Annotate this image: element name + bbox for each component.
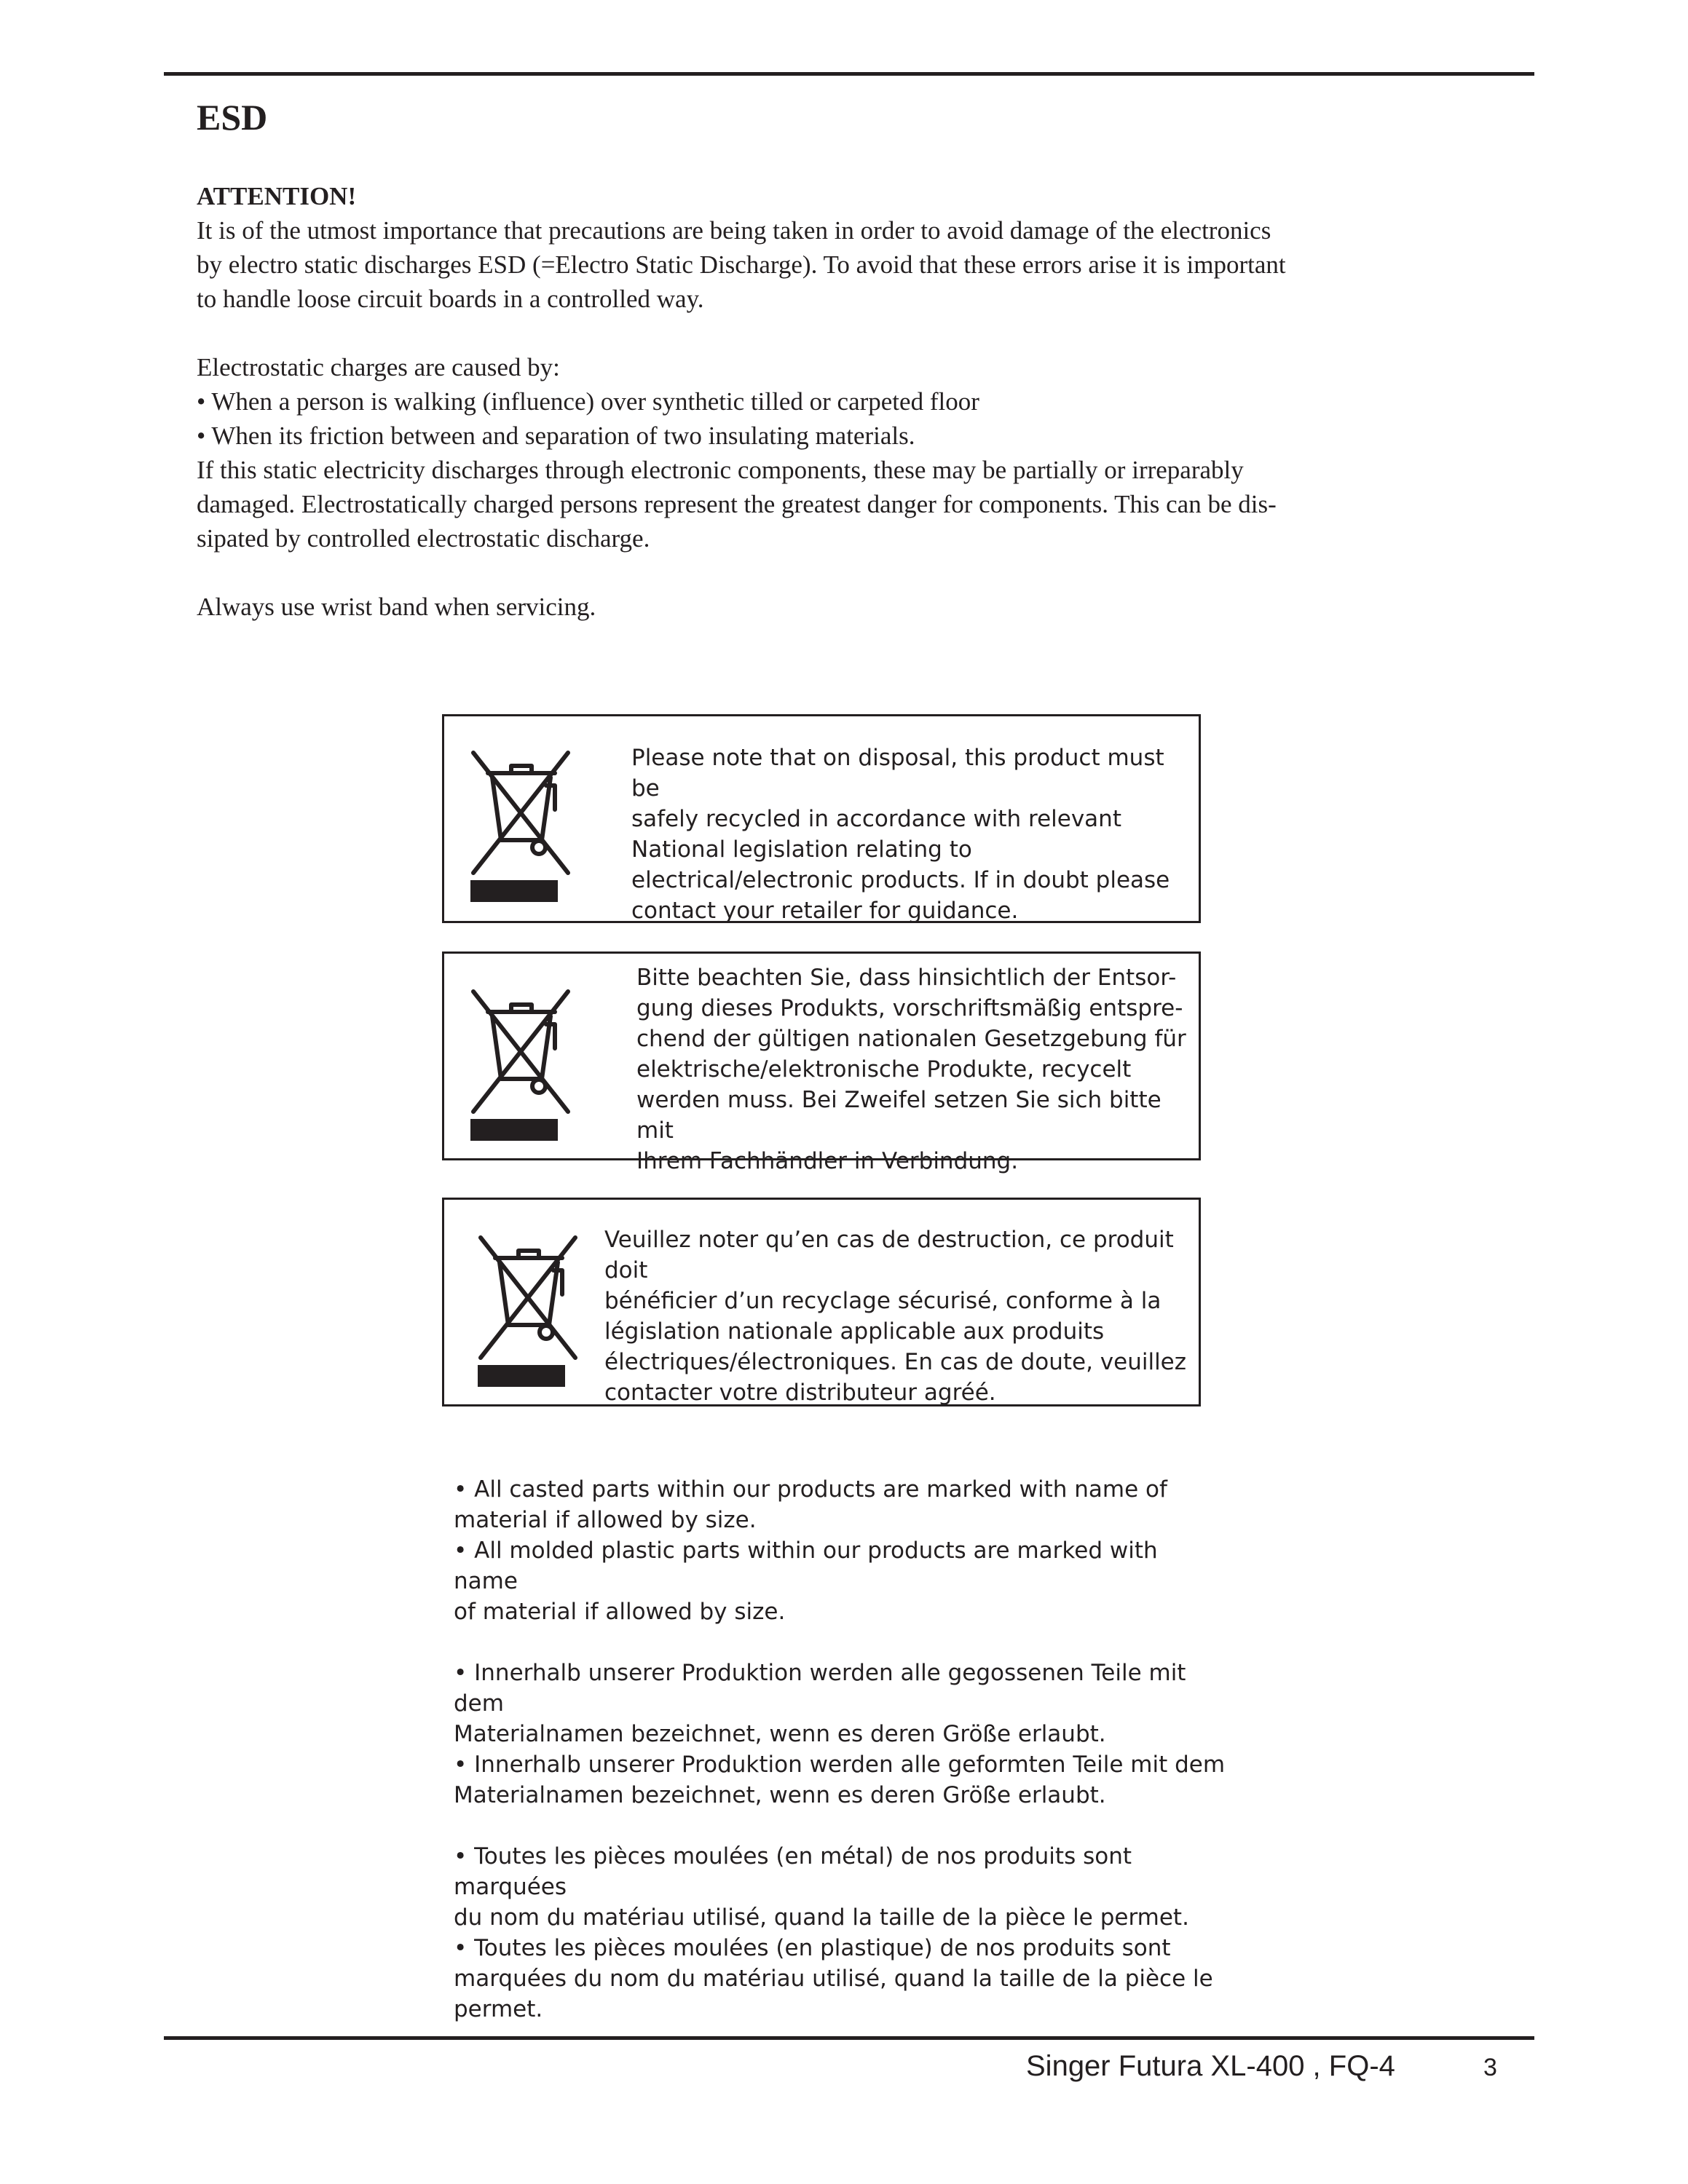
material-note-line: • All casted parts within our products are marked with name of xyxy=(454,1476,1167,1503)
material-marking-notes xyxy=(454,1474,1226,2025)
material-note-line: material if allowed by size. xyxy=(454,1507,757,1533)
causes-line: If this static electricity discharges through electronic components, these may be partially or irreparably xyxy=(197,456,1244,484)
notice-line: electrical/electronic products. If in doubt please xyxy=(631,867,1170,893)
notice-line: bénéficier d’un recyclage sécurisé, conforme à la xyxy=(604,1288,1162,1314)
material-note-line: • Toutes les pièces moulées (en métal) de nos produits sont marquées xyxy=(454,1843,1132,1900)
notice-line: Please note that on disposal, this product must be xyxy=(631,745,1164,802)
weee-notice-text xyxy=(604,1224,1199,1408)
wrist-band-note: Always use wrist band when servicing. xyxy=(197,593,596,621)
weee-notice-en xyxy=(442,714,1201,923)
material-note-line: • Innerhalb unserer Produktion werden alle geformten Teile mit dem xyxy=(454,1752,1226,1778)
weee-notice-text xyxy=(631,743,1199,926)
bottom-rule xyxy=(164,2036,1534,2040)
material-note-line: • Innerhalb unserer Produktion werden alle gegossenen Teile mit dem xyxy=(454,1660,1186,1717)
material-note-line: • All molded plastic parts within our products are marked with name xyxy=(454,1538,1158,1594)
footer-title: Singer Futura XL-400 , FQ-4 xyxy=(1026,2050,1395,2082)
notice-line: safely recycled in accordance with relevant xyxy=(631,806,1121,832)
intro-line: It is of the utmost importance that precautions are being taken in order to avoid damage of the electronics xyxy=(197,216,1271,245)
crossed-out-wheelie-bin-icon xyxy=(473,1230,583,1387)
top-rule xyxy=(164,72,1534,76)
attention-label: ATTENTION! xyxy=(197,182,357,210)
causes-line: • When its friction between and separation of two insulating materials. xyxy=(197,422,915,450)
material-note-line: du nom du matériau utilisé, quand la taille de la pièce le permet. xyxy=(454,1904,1189,1931)
material-note-line: of material if allowed by size. xyxy=(454,1599,786,1625)
weee-notice-de xyxy=(442,951,1201,1174)
material-note-line: • Toutes les pièces moulées (en plastique) de nos produits sont xyxy=(454,1935,1171,1961)
esd-section xyxy=(197,179,1529,624)
causes-line: Electrostatic charges are caused by: xyxy=(197,353,560,381)
crossed-out-wheelie-bin-icon xyxy=(466,745,575,902)
causes-line: sipated by controlled electrostatic discharge. xyxy=(197,524,650,553)
notice-line: Veuillez noter qu’en cas de destruction, ce produit doit xyxy=(604,1227,1174,1283)
crossed-out-wheelie-bin-icon xyxy=(466,984,575,1141)
page-number: 3 xyxy=(1483,2054,1497,2081)
material-note-line: Materialnamen bezeichnet, wenn es deren Größe erlaubt. xyxy=(454,1721,1106,1747)
notice-line: National legislation relating to xyxy=(631,836,972,863)
page-heading: ESD xyxy=(197,97,268,138)
material-note-line: marquées du nom du matériau utilisé, quand la taille de la pièce le xyxy=(454,1966,1213,1992)
notice-line: Bitte beachten Sie, dass hinsichtlich der Entsor- xyxy=(636,965,1177,991)
notice-line: gung dieses Produkts, vorschriftsmäßig entspre- xyxy=(636,995,1183,1021)
intro-line: by electro static discharges ESD (=Electro Static Discharge). To avoid that these errors arise it is important xyxy=(197,250,1286,279)
weee-notice-fr xyxy=(442,1198,1201,1406)
intro-line: to handle loose circuit boards in a controlled way. xyxy=(197,285,704,313)
material-note-line: Materialnamen bezeichnet, wenn es deren Größe erlaubt. xyxy=(454,1782,1106,1808)
notice-line: législation nationale applicable aux produits xyxy=(604,1318,1105,1345)
material-note-line: permet. xyxy=(454,1996,543,2022)
notice-line: électriques/électroniques. En cas de doute, veuillez xyxy=(604,1349,1187,1375)
notice-line: werden muss. Bei Zweifel setzen Sie sich bitte mit xyxy=(636,1087,1162,1144)
notice-line: Ihrem Fachhändler in Verbindung. xyxy=(636,1148,1019,1174)
notice-line: contact your retailer for guidance. xyxy=(631,898,1019,924)
weee-notice-text xyxy=(636,962,1199,1176)
causes-line: damaged. Electrostatically charged persons represent the greatest danger for components. This can be dis- xyxy=(197,490,1277,518)
notice-line: chend der gültigen nationalen Gesetzgebung für xyxy=(636,1026,1186,1052)
causes-line: • When a person is walking (influence) over synthetic tilled or carpeted floor xyxy=(197,387,979,416)
notice-line: contacter votre distributeur agréé. xyxy=(604,1380,996,1406)
notice-line: elektrische/elektronische Produkte, recycelt xyxy=(636,1056,1132,1083)
